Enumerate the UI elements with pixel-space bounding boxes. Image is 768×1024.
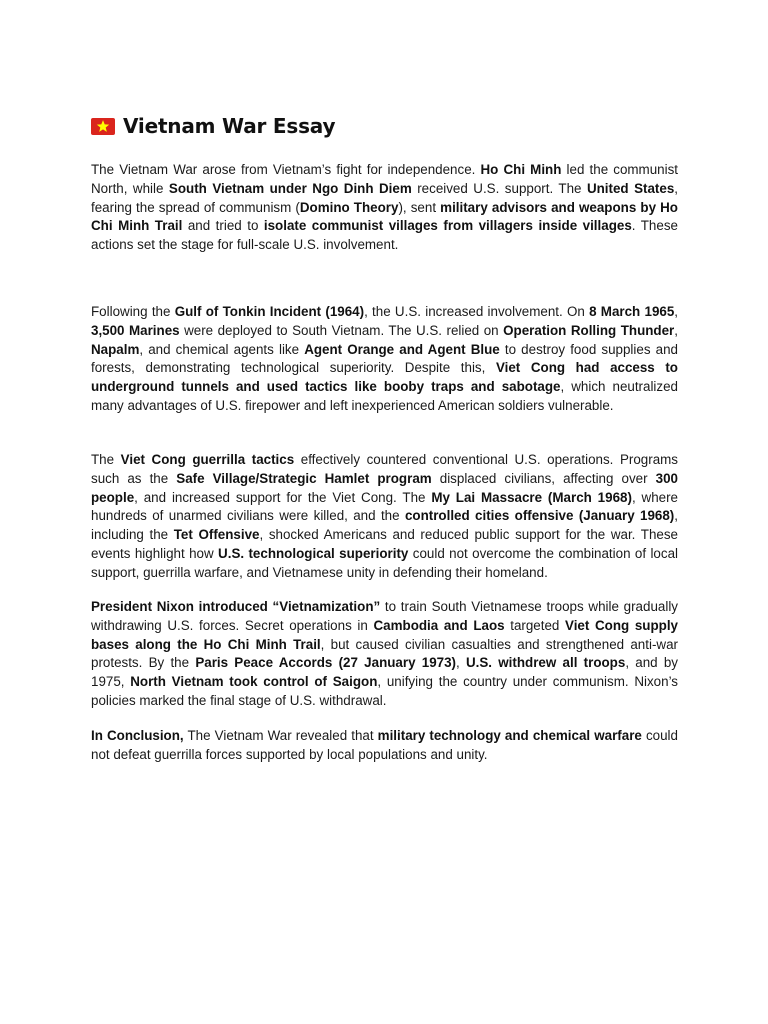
bold-text-run: Operation Rolling Thunder	[503, 322, 675, 338]
bold-text-run: President Nixon introduced “Vietnamization”	[91, 599, 381, 614]
page-title: Vietnam War Essay	[123, 114, 336, 138]
text-run: , unifying the country under communism. Nixon’s policies marked the final stage of U.S. withdrawal.	[91, 674, 678, 708]
text-run: ,	[674, 322, 678, 338]
bold-text-run: Domino Theory	[299, 199, 399, 215]
text-run: displaced civilians, affecting over	[431, 470, 656, 486]
bold-text-run: U.S. withdrew all troops	[465, 655, 626, 671]
text-run: , including the	[91, 508, 679, 543]
text-run: ,	[456, 655, 466, 671]
bold-text-run: Cambodia and Laos	[373, 617, 505, 633]
text-run: , shocked Americans and reduced public support for the war. These events highlight how	[91, 527, 679, 561]
bold-text-run: controlled cities offensive (January 1968)	[404, 508, 675, 524]
text-run: , fearing the spread of communism (	[91, 180, 678, 215]
bold-text-run: Safe Village/Strategic Hamlet program	[176, 470, 432, 486]
bold-text-run: North Vietnam took control of Saigon	[130, 674, 378, 690]
essay-title-row	[91, 114, 335, 138]
text-run: . These actions set the stage for full-scale U.S. involvement.	[91, 218, 678, 253]
bold-text-run: military technology and chemical warfare	[377, 728, 642, 743]
text-run: were deployed to South Vietnam. The U.S. relied on	[179, 322, 504, 338]
text-run: , and by 1975,	[91, 655, 678, 690]
text-run: to destroy food supplies and forests, demonstrating technological superiority. Despite this,	[91, 341, 678, 376]
text-run: , which neutralized many advantages of U.S. firepower and left inexperienced American soldiers vulnerable.	[91, 379, 678, 413]
text-run: effectively countered conventional U.S. operations. Programs such as the	[91, 452, 678, 486]
text-run: , and increased support for the Viet Cong. The	[134, 489, 432, 505]
bold-text-run: Viet Cong guerrilla tactics	[120, 452, 295, 467]
bold-text-run: Ho Chi Minh	[480, 162, 562, 177]
text-run: , where hundreds of unarmed civilians were killed, and the	[91, 489, 678, 524]
text-run: targeted	[504, 617, 566, 633]
paragraph-conclusion	[91, 727, 678, 765]
text-run: The Vietnam War arose from Vietnam’s fight for independence.	[91, 162, 481, 177]
bold-text-run: Tet Offensive	[173, 527, 260, 543]
text-run: led the communist North, while	[91, 162, 678, 196]
text-run: could not defeat guerrilla forces supported by local populations and unity.	[91, 728, 678, 762]
text-run: The Vietnam War revealed that	[183, 728, 378, 743]
bold-text-run: Napalm	[91, 341, 140, 357]
bold-text-run: Viet Cong supply bases along the Ho Chi Minh Trail	[91, 617, 678, 652]
bold-text-run: 8 March 1965	[589, 304, 675, 319]
text-run: could not overcome the combination of local support, guerrilla warfare, and Vietnamese unity in defending their homeland.	[91, 545, 678, 580]
paragraph-guerrilla-tactics	[91, 451, 678, 583]
bold-text-run: Gulf of Tonkin Incident (1964)	[174, 304, 365, 319]
bold-text-run: In Conclusion,	[91, 728, 184, 743]
bold-text-run: U.S. technological superiority	[218, 545, 409, 561]
bold-text-run: Paris Peace Accords (27 January 1973)	[195, 655, 457, 671]
bold-text-run: 3,500 Marines	[91, 322, 180, 338]
bold-text-run: My Lai Massacre (March 1968)	[431, 489, 632, 505]
text-run: , the U.S. increased involvement. On	[364, 304, 590, 319]
bold-text-run: isolate communist villages from villagers inside villages	[263, 218, 632, 234]
bold-text-run: Viet Cong had access to underground tunnels and used tactics like booby traps and sabotage	[91, 360, 678, 395]
vietnam-flag-icon	[91, 118, 115, 135]
text-run: and tried to	[182, 218, 264, 234]
paragraph-intro	[91, 161, 678, 255]
bold-text-run: United States	[586, 180, 675, 196]
text-run: ,	[674, 304, 679, 319]
paragraph-vietnamization	[91, 598, 678, 711]
text-run: The	[91, 452, 121, 467]
text-run: , but caused civilian casualties and strengthened anti-war protests. By the	[91, 636, 678, 671]
bold-text-run: Agent Orange and Agent Blue	[304, 341, 500, 357]
text-run: ), sent	[398, 199, 441, 215]
text-run: received U.S. support. The	[411, 180, 587, 196]
text-run: to train South Vietnamese troops while gradually withdrawing U.S. forces. Secret operations in	[91, 599, 678, 633]
text-run: Following the	[91, 304, 175, 319]
bold-text-run: South Vietnam under Ngo Dinh Diem	[168, 180, 412, 196]
paragraph-escalation	[91, 303, 678, 416]
text-run: , and chemical agents like	[139, 341, 305, 357]
bold-text-run: military advisors and weapons by Ho Chi Minh Trail	[91, 199, 678, 234]
bold-text-run: 300 people	[91, 470, 678, 505]
